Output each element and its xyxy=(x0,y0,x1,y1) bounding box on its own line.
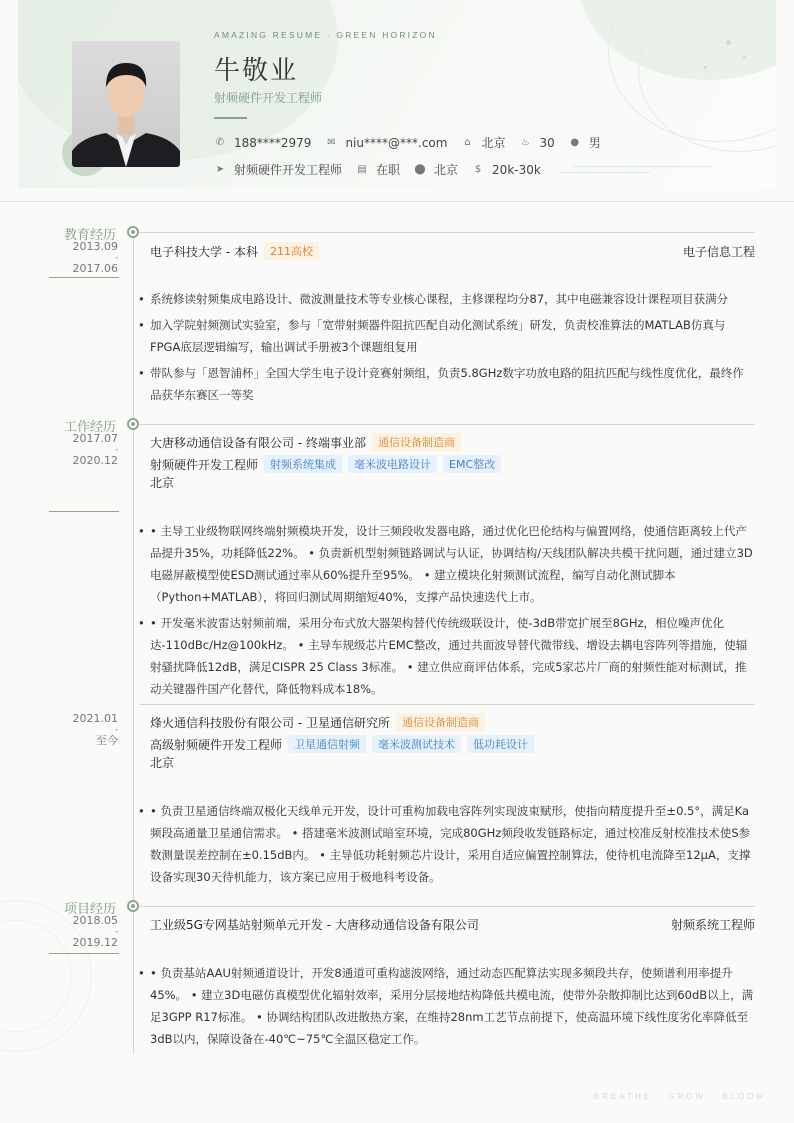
school-tag: 211高校 xyxy=(264,242,319,260)
job-bullet: • 开发毫米波雷达射频前端，采用分布式放大器架构替代传统级联设计，使-3dB带宽扩展至8GHz，相位噪声优化达-110dBc/Hz@100kHz。 • 主导车规级芯片EMC整改，通过共面波导替代微带线、增设去耦电容阵列等措施，使辐射骚扰降低12dB，满足CISPR 25 Class 3标准。 • 建立供应商评估体系，完成5家芯片厂商的射频性能对标测试，推动关键器件国产化替代，降低物料成本18%。 xyxy=(150,616,748,696)
cake-icon: ♨ xyxy=(520,137,530,148)
section-underline xyxy=(49,277,119,278)
work-dates xyxy=(73,713,119,746)
list-item: • • 主导工业级物联网终端射频模块开发，设计三频段收发器电路，通过优化巴伦结构与偏置网络，使通信距离较上代产品提升35%，功耗降低22%。 • 负责新机型射频链路调试与认证，协调结构/天线团队解决共模干扰问题，通过建立3D电磁屏蔽模型使ESD测试通过率从60%提升至95%。 • 建立模块化射频测试流程，编写自动化测试脚本（Python+MATLAB），将回归测试周期缩短40%，支撑产品快速迭代上市。 xyxy=(138,520,755,608)
info-item xyxy=(472,163,541,177)
info-target-job: 射频硬件开发工程师 xyxy=(234,163,343,177)
info-email: niu****@***.com xyxy=(345,135,448,150)
job-position: 射频硬件开发工程师 xyxy=(150,457,259,472)
section-underline xyxy=(49,953,119,954)
major: 电子信息工程 xyxy=(682,245,755,259)
skill-tag: 毫米波电路设计 xyxy=(348,455,437,473)
project-role: 射频系统工程师 xyxy=(670,918,755,932)
industry-tag: 通信设备制造商 xyxy=(396,713,485,731)
skill-tag: 低功耗设计 xyxy=(467,735,534,753)
education-bullet: 带队参与「恩智浦杯」全国大学生电子设计竞赛射频组，负责5.8GHz数字功放电路的阻抗匹配与线性度优化，最终作品获华东赛区一等奖 xyxy=(150,366,744,402)
mail-icon: ✉ xyxy=(327,137,336,148)
job-city: 北京 xyxy=(150,476,175,490)
section-underline xyxy=(49,511,119,512)
work-dates xyxy=(73,433,119,466)
date-start: 2021.01 xyxy=(72,712,118,725)
date-dash: - xyxy=(115,445,118,454)
school-name: 电子科技大学 - 本科 xyxy=(150,244,258,259)
date-start: 2013.09 xyxy=(72,240,118,253)
project-section-title: 项目经历 xyxy=(63,902,116,917)
skill-tag: 毫米波测试技术 xyxy=(372,735,461,753)
job-position-row xyxy=(150,735,534,753)
job-position: 高级射频硬件开发工程师 xyxy=(150,737,283,752)
decorative-dot xyxy=(743,56,746,59)
location-icon: ⬤ xyxy=(414,164,426,175)
info-age: 30 xyxy=(539,135,555,150)
list-item: • 带队参与「恩智浦杯」全国大学生电子设计竞赛射频组，负责5.8GHz数字功放电路的阻抗匹配与线性度优化，最终作品获华东赛区一等奖 xyxy=(138,362,755,406)
skill-tag: EMC整改 xyxy=(443,455,501,473)
info-phone: 188****2979 xyxy=(234,135,312,150)
entry-divider xyxy=(140,906,755,907)
list-item: • • 负责基站AAU射频通道设计，开发8通道可重构滤波网络，通过动态匹配算法实现多频段共存，使频谱利用率提升45%。 • 建立3D电磁仿真模型优化辐射效率，采用分层接地结构降低共模电流，使带外杂散抑制比达到60dB以上，满足3GPP R17标准。 • 协调结构团队改进散热方案，在维持28nm工艺节点前提下，使高温环境下线性度劣化率降低至3dB以内，保障设备在-40℃~75℃全温区稳定工作。 xyxy=(138,962,755,1050)
education-section-title: 教育经历 xyxy=(63,228,116,243)
entry-divider xyxy=(140,232,755,233)
list-item: • 加入学院射频测试实验室，参与「宽带射频器件阻抗匹配自动化测试系统」研发，负责校准算法的MATLAB仿真与FPGA底层逻辑编写，输出调试手册被3个课题组复用 xyxy=(138,314,755,358)
list-item: • 系统修读射频集成电路设计、微波测量技术等专业核心课程，主修课程均分87，其中电磁兼容设计课程项目获满分 xyxy=(138,288,755,310)
footer-motto: BREATHE · GROW · BLOOM xyxy=(593,1092,766,1101)
job-position-row xyxy=(150,455,501,473)
education-bullet: 加入学院射频测试实验室，参与「宽带射频器件阻抗匹配自动化测试系统」研发，负责校准算法的MATLAB仿真与FPGA底层逻辑编写，输出调试手册被3个课题组复用 xyxy=(150,318,726,354)
skill-tag: 射频系统集成 xyxy=(264,455,342,473)
skill-tag: 卫星通信射频 xyxy=(288,735,366,753)
info-salary: 20k-30k xyxy=(492,162,541,177)
date-end: 2020.12 xyxy=(72,454,118,467)
title-underline xyxy=(214,117,247,119)
date-dash: - xyxy=(115,927,118,936)
info-city: 北京 xyxy=(481,136,506,150)
info-item xyxy=(214,136,311,150)
info-status: 在职 xyxy=(376,163,401,177)
info-gender: 男 xyxy=(588,136,601,150)
gender-icon: ● xyxy=(570,137,580,148)
industry-tag: 通信设备制造商 xyxy=(372,433,461,451)
date-end: 至今 xyxy=(96,734,118,747)
project-name: 工业级5G专网基站射频单元开发 - 大唐移动通信设备有限公司 xyxy=(150,918,479,932)
job-bullet: • 负责卫星通信终端双极化天线单元开发，设计可重构加载电容阵列实现波束赋形，使指向精度提升至±0.5°，满足Ka频段高通量卫星通信需求。 • 搭建毫米波测试暗室环境，完成80GHz频段收发链路标定，通过校准反射校准技术使S参数测量误差控制在±0.15dB内。 • 主导低功耗射频芯片设计，采用自适应偏置控制算法，使待机电流降至12μA，支撑设备实现30天待机能力，该方案已应用于极地科考设备。 xyxy=(150,804,751,884)
person-icon xyxy=(72,41,180,167)
header-tagline: AMAZING RESUME · GREEN HORIZON xyxy=(214,30,437,40)
company-name: 大唐移动通信设备有限公司 - 终端事业部 xyxy=(150,435,366,450)
job-intent-row xyxy=(214,161,555,178)
work-section-title: 工作经历 xyxy=(63,420,116,435)
info-item xyxy=(569,134,601,151)
education-bullet: 系统修读射频集成电路设计、微波测量技术等专业核心课程，主修课程均分87，其中电磁兼容设计课程项目获满分 xyxy=(150,292,729,306)
date-start: 2018.05 xyxy=(72,914,118,927)
header-deco-line xyxy=(560,172,650,173)
date-start: 2017.07 xyxy=(72,432,118,445)
candidate-name: 牛敬业 xyxy=(214,56,299,86)
decorative-dot xyxy=(704,66,707,69)
avatar-photo xyxy=(72,41,180,167)
list-item: • • 负责卫星通信终端双极化天线单元开发，设计可重构加载电容阵列实现波束赋形，使指向精度提升至±0.5°，满足Ka频段高通量卫星通信需求。 • 搭建毫米波测试暗室环境，完成80GHz频段收发链路标定，通过校准反射校准技术使S参数测量误差控制在±0.15dB内。 • 主导低功耗射频芯片设计，采用自适应偏置控制算法，使待机电流降至12μA，支撑设备实现30天待机能力，该方案已应用于极地科考设备。 xyxy=(138,800,755,888)
info-item xyxy=(325,136,447,150)
date-end: 2019.12 xyxy=(72,936,118,949)
project-bullet: • 负责基站AAU射频通道设计，开发8通道可重构滤波网络，通过动态匹配算法实现多频段共存，使频谱利用率提升45%。 • 建立3D电磁仿真模型优化辐射效率，采用分层接地结构降低共模电流，使带外杂散抑制比达到60dB以上，满足3GPP R17标准。 • 协调结构团队改进散热方案，在维持28nm工艺节点前提下，使高温环境下线性度劣化率降低至3dB以内，保障设备在-40℃~75℃全温区稳定工作。 xyxy=(150,966,754,1046)
job-header xyxy=(150,713,485,731)
status-icon: ▤ xyxy=(357,164,367,175)
entry-divider xyxy=(140,704,755,705)
job-bullet: • 主导工业级物联网终端射频模块开发，设计三频段收发器电路，通过优化巴伦结构与偏置网络，使通信距离较上代产品提升35%，功耗降低22%。 • 负责新机型射频链路调试与认证，协调结构/天线团队解决共模干扰问题，通过建立3D电磁屏蔽模型使ESD测试通过率从60%提升至95%。 • 建立模块化射频测试流程，编写自动化测试脚本（Python+MATLAB），将回归测试周期缩短40%，支撑产品快速迭代上市。 xyxy=(150,524,753,604)
header-divider xyxy=(0,201,794,202)
timeline-line xyxy=(133,232,134,1054)
timeline-node xyxy=(127,418,139,430)
info-item xyxy=(414,161,458,178)
education-dates xyxy=(73,241,119,274)
company-name: 烽火通信科技股份有限公司 - 卫星通信研究所 xyxy=(150,715,390,730)
timeline-node xyxy=(127,900,139,912)
job-header xyxy=(150,433,461,451)
info-item xyxy=(356,161,400,178)
info-item xyxy=(461,134,505,151)
home-icon: ⌂ xyxy=(464,137,471,148)
candidate-title: 射频硬件开发工程师 xyxy=(214,91,323,105)
info-target-city: 北京 xyxy=(434,163,459,177)
salary-icon: $ xyxy=(474,164,482,175)
date-dash: - xyxy=(115,253,118,262)
decorative-arc xyxy=(638,0,776,152)
education-header xyxy=(150,242,319,260)
list-item: • • 开发毫米波雷达射频前端，采用分布式放大器架构替代传统级联设计，使-3dB带宽扩展至8GHz，相位噪声优化达-110dBc/Hz@100kHz。 • 主导车规级芯片EMC整改，通过共面波导替代微带线、增设去耦电容阵列等措施，使辐射骚扰降低12dB，满足CISPR 25 Class 3标准。 • 建立供应商评估体系，完成5家芯片厂商的射频性能对标测试，推动关键器件国产化替代，降低物料成本18%。 xyxy=(138,612,755,700)
decorative-dot xyxy=(726,40,731,45)
header-deco-line xyxy=(572,166,712,167)
date-dash: - xyxy=(115,725,118,734)
send-icon: ➤ xyxy=(215,164,225,175)
entry-divider xyxy=(140,424,755,425)
contact-row xyxy=(214,134,615,151)
job-city: 北京 xyxy=(150,756,175,770)
timeline-node xyxy=(127,226,139,238)
phone-icon: ✆ xyxy=(215,137,225,148)
date-end: 2017.06 xyxy=(72,262,118,275)
info-item xyxy=(519,136,554,150)
info-item xyxy=(214,161,342,178)
project-dates xyxy=(73,915,119,948)
